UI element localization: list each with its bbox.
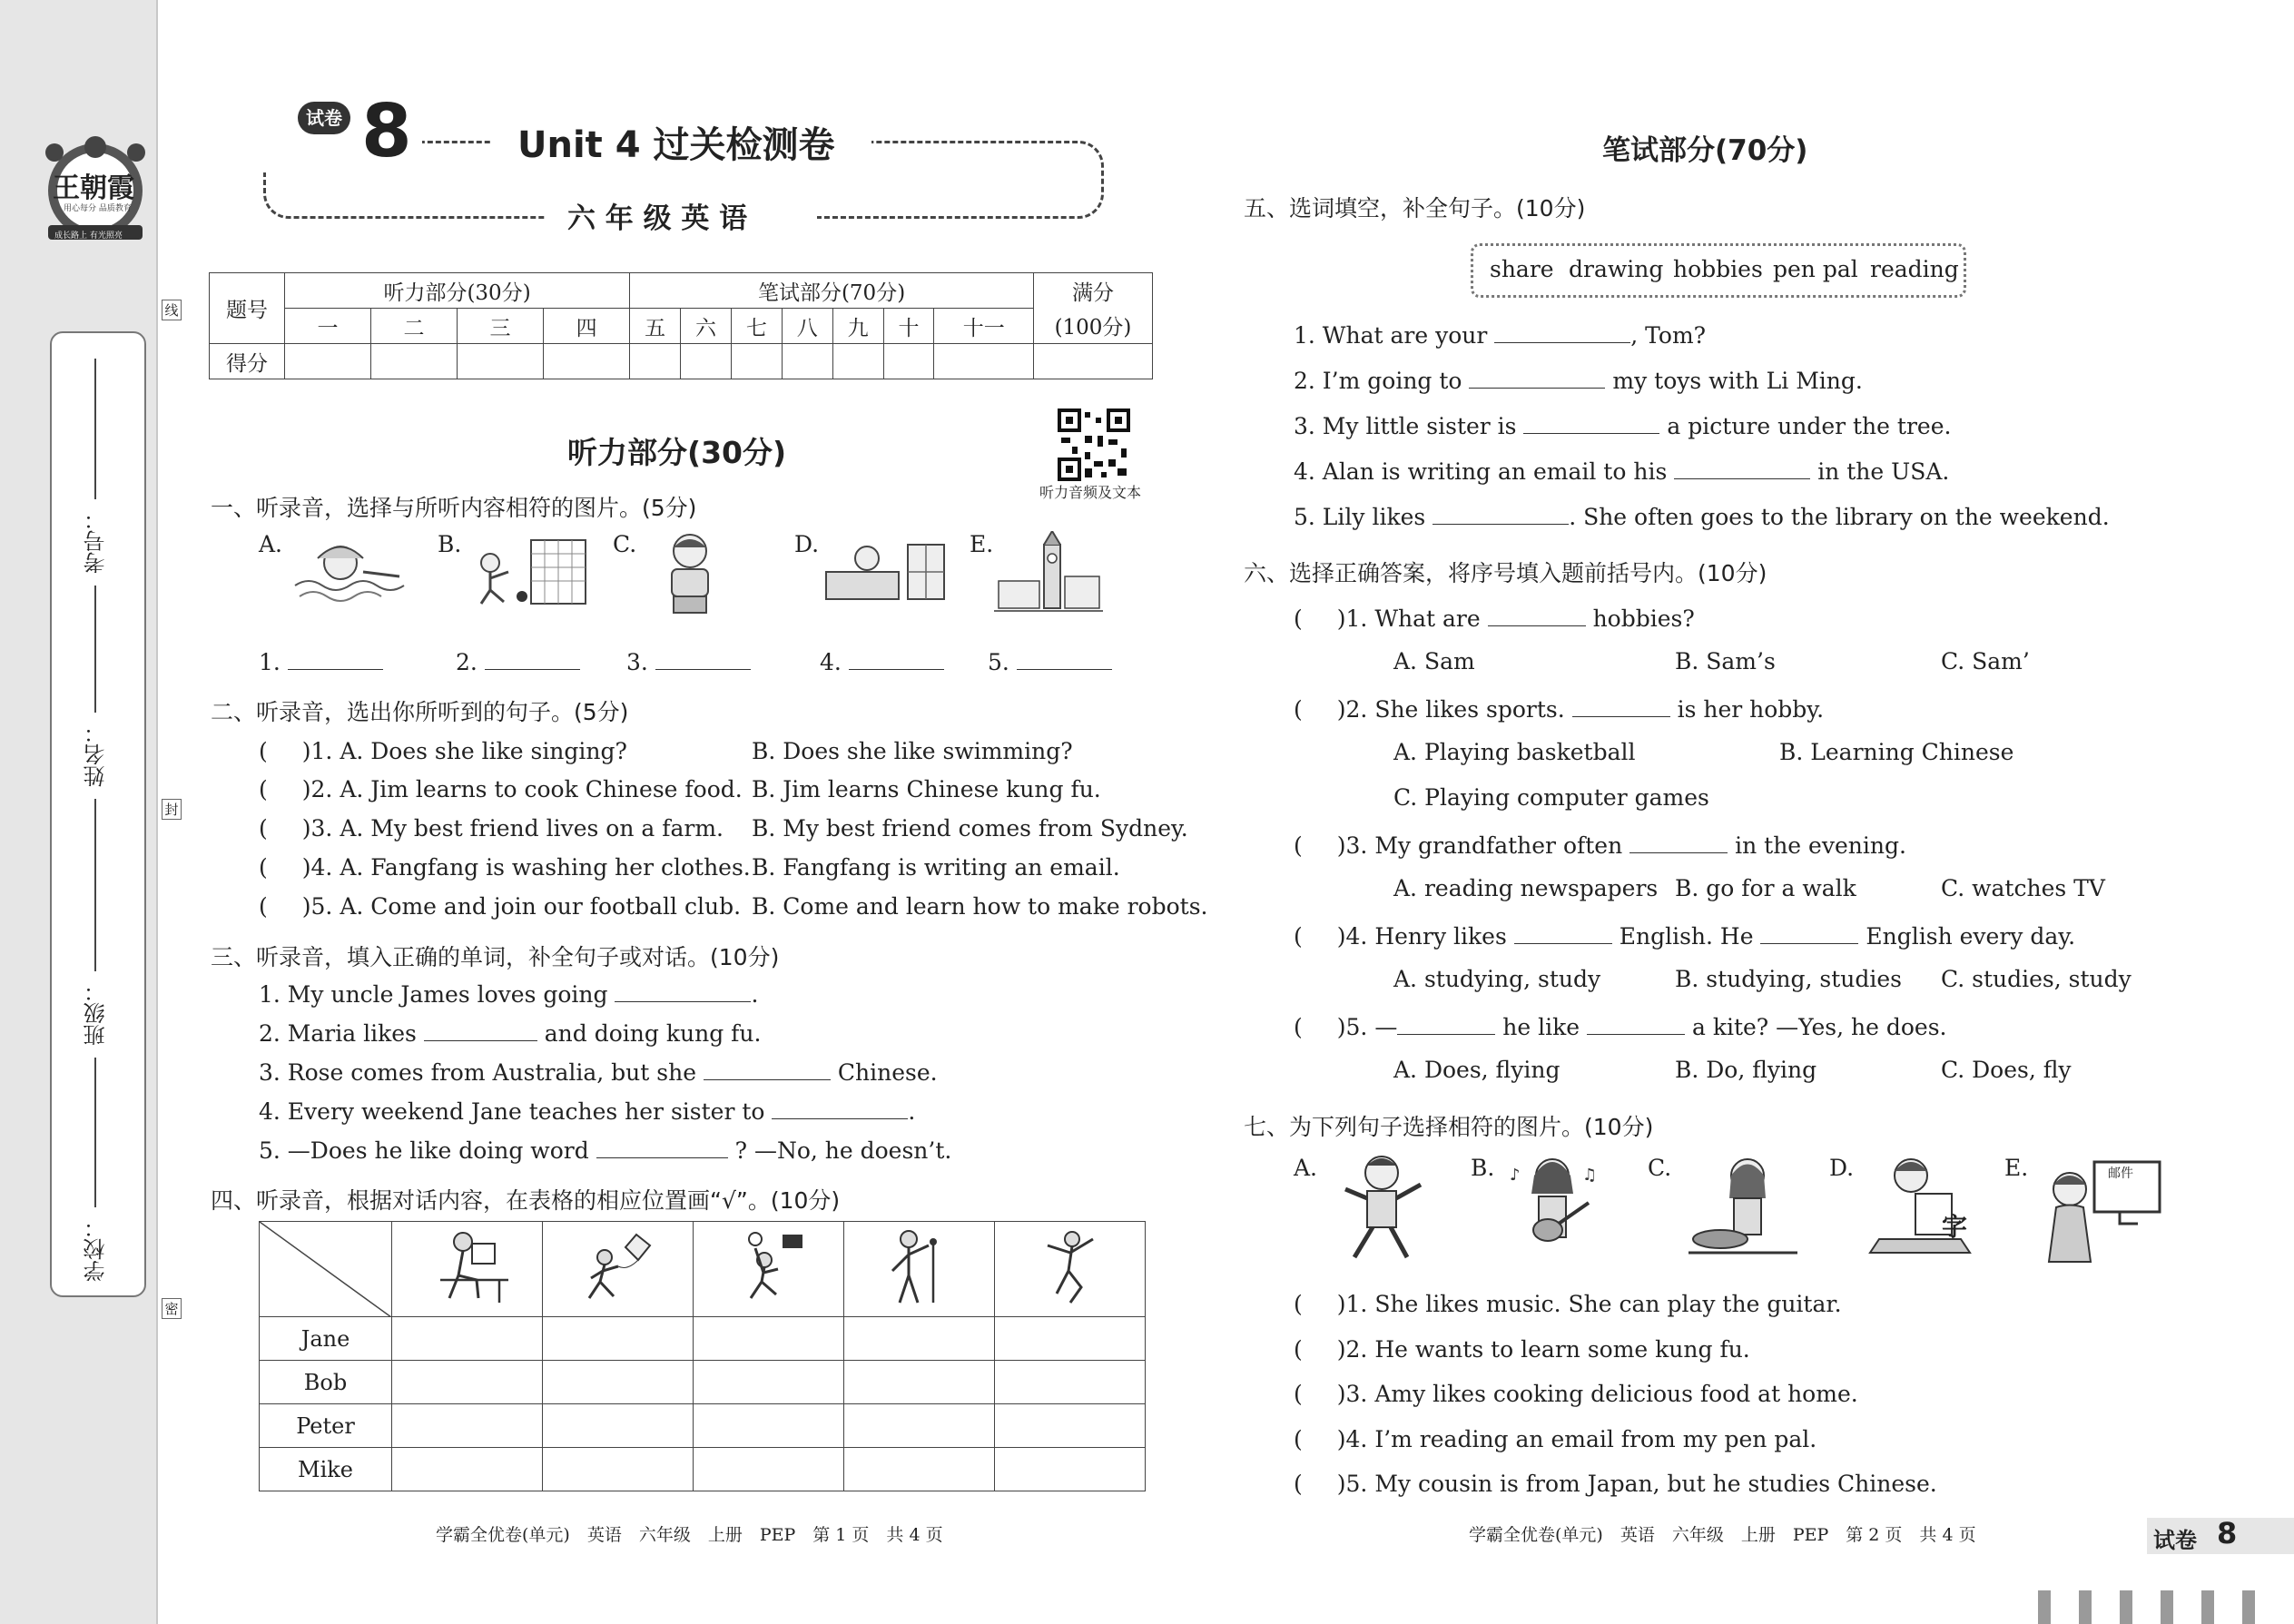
q1-option: D. [794, 531, 820, 557]
diagonal-line [260, 1222, 391, 1317]
field-school[interactable]: 学校： [84, 1216, 109, 1282]
col-label: 九 [832, 309, 883, 344]
word-bank-word: hobbies [1673, 256, 1763, 282]
listening-head: 听力部分(30分) [285, 273, 630, 309]
q5-item [1294, 501, 2110, 530]
activity-icon-cell [995, 1222, 1146, 1317]
score-cell[interactable] [285, 344, 371, 379]
page-tab-label: 试卷 [2153, 1528, 2197, 1553]
q2-item-a-text: )4. A. Fangfang is washing her clothes. [301, 854, 751, 881]
q3-item [259, 1018, 761, 1047]
score-cell[interactable] [630, 344, 681, 379]
q7-option: D. [1829, 1155, 1855, 1181]
q5-item [1294, 456, 1949, 485]
q7-item [1294, 1291, 1842, 1317]
q2-heading: 二、听录音，选出你所听到的句子。(5分) [211, 699, 629, 725]
q3-item [259, 1057, 938, 1086]
q1-answer-number: 4. [820, 649, 842, 675]
check-cell[interactable] [543, 1361, 694, 1404]
footer-left: 学霸全优卷(单元) 英语 六年级 上册 PEP 第 1 页 共 4 页 [436, 1525, 943, 1545]
q3-item-text: . [908, 1098, 916, 1125]
q3-item-text: 2. Maria likes [259, 1020, 417, 1047]
q5-blank[interactable] [1674, 456, 1810, 479]
col-label: 十一 [934, 309, 1034, 344]
page-subtitle: 六 年 级 英 语 [567, 202, 748, 235]
qr-caption: 听力音频及文本 [1039, 484, 1142, 501]
score-cell[interactable] [832, 344, 883, 379]
music-note: ♪ [1510, 1166, 1521, 1185]
q3-item [259, 1135, 951, 1164]
q3-item-text: 1. My uncle James loves going [259, 981, 608, 1008]
corner-bar [2120, 1590, 2132, 1624]
activity-icon-cell [694, 1222, 844, 1317]
q5-item-text: my toys with Li Ming. [1612, 368, 1863, 394]
check-cell[interactable] [844, 1317, 995, 1361]
q5-heading: 五、选词填空，补全句子。(10分) [1244, 195, 1586, 221]
girl-cooking-picture-icon [1684, 1153, 1802, 1266]
q6-question [1294, 920, 2075, 950]
q1-answer-blank[interactable] [849, 646, 944, 670]
q6-question [1294, 694, 1824, 723]
field-class[interactable]: 班级： [84, 980, 109, 1046]
q1-answer-blank[interactable] [1017, 646, 1112, 670]
q6-option[interactable]: C. Does, fly [1941, 1057, 2072, 1083]
check-cell[interactable] [392, 1361, 543, 1404]
page-tab-number: 8 [2217, 1516, 2238, 1550]
word-bank-word: drawing [1569, 256, 1664, 282]
q6-option[interactable]: C. Sam’ [1941, 648, 2030, 674]
score-cell[interactable] [371, 344, 458, 379]
student-name: Mike [260, 1448, 392, 1491]
col-label: 十 [883, 309, 934, 344]
q6-question-text: in the evening. [1735, 832, 1906, 859]
score-cell[interactable] [782, 344, 832, 379]
bracket[interactable]: ( [259, 738, 268, 764]
q7-option: C. [1648, 1155, 1672, 1181]
bracket[interactable]: ( [259, 815, 268, 842]
q1-answer-number: 1. [259, 649, 281, 675]
q5-item-text: 2. I’m going to [1294, 368, 1462, 394]
q6-option[interactable]: B. Sam’s [1675, 648, 1776, 674]
q6-question-text: he like [1502, 1014, 1580, 1040]
activity-icon-cell [844, 1222, 995, 1317]
badge-label: 试卷 [298, 102, 350, 134]
q1-answer [820, 646, 944, 675]
check-cell[interactable] [543, 1404, 694, 1448]
col-label: 八 [782, 309, 832, 344]
full-mark-value: (100分) [1034, 309, 1153, 344]
listening-title: 听力部分(30分) [567, 435, 787, 470]
q2-item-a-text: )2. A. Jim learns to cook Chinese food. [301, 776, 743, 802]
q6-blank[interactable] [1488, 603, 1586, 626]
student-info-box [50, 331, 146, 1297]
football-goal-picture-icon [468, 531, 595, 613]
q3-item-text: Chinese. [837, 1059, 938, 1086]
info-line [94, 359, 96, 499]
q3-item [259, 1096, 915, 1125]
q4-table [259, 1221, 1146, 1491]
q7-item [1294, 1426, 1816, 1452]
field-exam-number[interactable]: 考号： [84, 508, 109, 574]
q6-blank[interactable] [1397, 1011, 1495, 1035]
q2-item-a-text: )5. A. Come and join our football club. [301, 893, 742, 920]
q6-question-text: English. He [1619, 923, 1754, 950]
q2-item-a [259, 776, 743, 802]
q1-option: C. [613, 531, 637, 557]
q6-option[interactable]: A. Does, flying [1393, 1057, 1561, 1083]
q1-answer [259, 646, 383, 675]
check-cell[interactable] [543, 1448, 694, 1491]
q6-option[interactable]: A. Playing basketball [1393, 739, 1636, 765]
q1-answer [456, 646, 580, 675]
q3-item-text: 3. Rose comes from Australia, but she [259, 1059, 696, 1086]
q6-option[interactable]: B. studying, studies [1675, 966, 1902, 992]
word-bank [1471, 243, 1966, 298]
q6-blank[interactable] [1587, 1011, 1685, 1035]
q6-question [1294, 830, 1906, 859]
q6-blank[interactable] [1572, 694, 1670, 717]
q7-item-text: )3. Amy likes cooking delicious food at home. [1336, 1381, 1858, 1407]
check-cell[interactable] [995, 1448, 1146, 1491]
q5-item-text: 5. Lily likes [1294, 504, 1426, 530]
q6-blank[interactable] [1760, 920, 1858, 944]
email-label: 邮件 [2108, 1166, 2133, 1181]
q6-question-text: )5. — [1336, 1014, 1398, 1040]
bracket[interactable]: ( [1294, 1291, 1303, 1317]
qr-code-icon[interactable] [1058, 408, 1130, 481]
bracket[interactable]: ( [259, 854, 268, 881]
q2-item-b: B. Come and learn how to make robots. [752, 893, 1208, 920]
q5-item-text: , Tom? [1630, 322, 1707, 349]
q5-item-text: in the USA. [1817, 458, 1950, 485]
activity-icon-cell [543, 1222, 694, 1317]
q7-item-text: )2. He wants to learn some kung fu. [1336, 1336, 1750, 1363]
kite-flying-icon [573, 1225, 664, 1307]
q7-option: E. [2004, 1155, 2029, 1181]
col-label: 六 [681, 309, 732, 344]
info-line [94, 1058, 96, 1207]
q5-item-text: . She often goes to the library on the weekend. [1569, 504, 2110, 530]
q5-item [1294, 365, 1863, 394]
q6-question-text: is her hobby. [1677, 696, 1825, 723]
score-cell[interactable] [458, 344, 544, 379]
basketball-icon [724, 1225, 814, 1307]
q1-answer [626, 646, 751, 675]
singing-microphone-icon [874, 1225, 965, 1307]
binding-mark: 线 [162, 300, 182, 320]
q5-blank[interactable] [1523, 410, 1659, 434]
col-label: 二 [371, 309, 458, 344]
writing-head: 笔试部分(70分) [630, 273, 1034, 309]
score-cell[interactable] [1034, 344, 1153, 379]
q1-answer-number: 5. [988, 649, 1009, 675]
q7-item [1294, 1336, 1750, 1363]
q1-answer-blank[interactable] [485, 646, 580, 670]
bracket[interactable]: ( [1294, 832, 1303, 859]
q5-item-text: a picture under the tree. [1667, 413, 1952, 439]
q6-question-text: )2. She likes sports. [1336, 696, 1565, 723]
bracket[interactable]: ( [1294, 1426, 1303, 1452]
q1-heading: 一、听录音，选择与所听内容相符的图片。(5分) [211, 495, 697, 521]
q1-answer-number: 3. [626, 649, 648, 675]
bracket[interactable]: ( [1294, 1336, 1303, 1363]
q6-blank[interactable] [1514, 920, 1612, 944]
check-cell[interactable] [995, 1361, 1146, 1404]
q5-item-text: 4. Alan is writing an email to his [1294, 458, 1668, 485]
chinese-character: 字 [1942, 1212, 1968, 1242]
q6-option[interactable]: C. watches TV [1941, 875, 2105, 901]
q6-option[interactable]: B. Do, flying [1675, 1057, 1817, 1083]
computer-desk-icon [422, 1225, 513, 1307]
q6-question-text: )4. Henry likes [1336, 923, 1507, 950]
bracket[interactable]: ( [1294, 1471, 1303, 1497]
score-row-label: 题号 [210, 273, 285, 344]
q6-option[interactable]: A. Sam [1393, 648, 1475, 674]
q6-question-text: )3. My grandfather often [1336, 832, 1623, 859]
score-table [209, 272, 1153, 379]
q7-heading: 七、为下列句子选择相符的图片。(10分) [1244, 1114, 1654, 1140]
q6-question [1294, 603, 1695, 632]
score-cell[interactable] [731, 344, 782, 379]
logo-slogan: 用心每分 品质教育 [64, 204, 132, 213]
q2-item-a [259, 854, 751, 881]
student-name: Peter [260, 1404, 392, 1448]
girl-guitar-picture-icon [1502, 1153, 1602, 1266]
check-cell[interactable] [392, 1404, 543, 1448]
q3-item-text: and doing kung fu. [544, 1020, 762, 1047]
q6-heading: 六、选择正确答案，将序号填入题前括号内。(10分) [1244, 560, 1767, 586]
q7-item-text: )5. My cousin is from Japan, but he studies Chinese. [1336, 1471, 1937, 1497]
q1-option: E. [970, 531, 994, 557]
check-cell[interactable] [844, 1361, 995, 1404]
check-cell[interactable] [694, 1361, 844, 1404]
bracket[interactable]: ( [1294, 1381, 1303, 1407]
logo-slogan: 成长路上 有光照亮 [54, 231, 123, 241]
footer-right: 学霸全优卷(单元) 英语 六年级 上册 PEP 第 2 页 共 4 页 [1469, 1525, 1976, 1545]
check-cell[interactable] [844, 1448, 995, 1491]
q6-option[interactable]: B. go for a walk [1675, 875, 1856, 901]
q3-blank[interactable] [772, 1096, 908, 1119]
q2-item-a [259, 815, 724, 842]
q2-item-a-text: )1. A. Does she like singing? [301, 738, 627, 764]
q5-blank[interactable] [1494, 320, 1630, 343]
music-note: ♫ [1582, 1166, 1598, 1185]
q6-question [1294, 1011, 1946, 1040]
check-cell[interactable] [694, 1404, 844, 1448]
q7-item [1294, 1471, 1937, 1497]
q6-blank[interactable] [1629, 830, 1728, 853]
col-label: 五 [630, 309, 681, 344]
q2-item-b: B. Jim learns Chinese kung fu. [752, 776, 1101, 802]
writing-title: 笔试部分(70分) [1602, 134, 1808, 167]
q3-item-text: . [751, 981, 759, 1008]
check-cell[interactable] [392, 1317, 543, 1361]
bracket[interactable]: ( [1294, 1014, 1303, 1040]
check-cell[interactable] [844, 1404, 995, 1448]
q5-blank[interactable] [1433, 501, 1569, 525]
q6-option[interactable]: A. studying, study [1393, 966, 1601, 992]
page-title: Unit 4 过关检测卷 [517, 124, 835, 166]
q5-item-text: 3. My little sister is [1294, 413, 1517, 439]
dancing-icon [1025, 1225, 1116, 1307]
q1-answer [988, 646, 1112, 675]
full-mark: 满分 [1034, 273, 1153, 309]
q3-blank[interactable] [424, 1018, 537, 1041]
q6-question-text: a kite? —Yes, he does. [1691, 1014, 1947, 1040]
q6-question-text: hobbies? [1592, 605, 1695, 632]
boy-email-picture-icon [2038, 1153, 2165, 1266]
q1-answer-number: 2. [456, 649, 478, 675]
score-row-label: 得分 [210, 344, 285, 379]
col-label: 一 [285, 309, 371, 344]
check-cell[interactable] [694, 1448, 844, 1491]
score-cell[interactable] [883, 344, 934, 379]
q7-item-text: )1. She likes music. She can play the guitar. [1336, 1291, 1842, 1317]
diagonal-header-cell [260, 1222, 392, 1317]
bracket[interactable]: ( [1294, 605, 1303, 632]
q2-item-b: B. Does she like swimming? [752, 738, 1073, 764]
logo-text: 王朝霞 [53, 172, 134, 204]
word-bank-word: pen pal [1773, 256, 1858, 282]
score-cell[interactable] [934, 344, 1034, 379]
bracket[interactable]: ( [259, 893, 268, 920]
swimming-picture-icon [290, 531, 418, 608]
q2-item-b: B. Fangfang is writing an email. [752, 854, 1120, 881]
q2-item-a [259, 738, 627, 764]
q2-item-a-text: )3. A. My best friend lives on a farm. [301, 815, 724, 842]
q3-item-text: ? —No, he doesn’t. [734, 1137, 952, 1164]
activity-icon-cell [392, 1222, 543, 1317]
q4-heading: 四、听录音，根据对话内容，在表格的相应位置画“√”。(10分) [211, 1187, 841, 1214]
q6-option[interactable]: A. reading newspapers [1393, 875, 1659, 901]
q1-answer-blank[interactable] [655, 646, 751, 670]
q7-option: B. [1471, 1155, 1495, 1181]
q3-item-text: 4. Every weekend Jane teaches her sister to [259, 1098, 765, 1125]
london-tower-picture-icon [994, 531, 1103, 617]
check-cell[interactable] [392, 1448, 543, 1491]
word-bank-word: reading [1870, 256, 1959, 282]
check-cell[interactable] [543, 1317, 694, 1361]
q7-option: A. [1294, 1155, 1318, 1181]
corner-bar [2079, 1590, 2092, 1624]
check-cell[interactable] [995, 1317, 1146, 1361]
q3-blank[interactable] [615, 979, 751, 1002]
q5-item [1294, 320, 1706, 349]
info-line [94, 586, 96, 713]
q6-option[interactable]: C. Playing computer games [1393, 784, 1709, 811]
score-cell[interactable] [544, 344, 630, 379]
corner-bar [2242, 1590, 2255, 1624]
q3-blank[interactable] [596, 1135, 728, 1158]
q3-item [259, 979, 758, 1008]
q5-item [1294, 410, 1951, 439]
q2-item-a [259, 893, 741, 920]
field-name[interactable]: 姓名： [84, 722, 109, 787]
score-cell[interactable] [681, 344, 732, 379]
q3-heading: 三、听录音，填入正确的单词，补全句子或对话。(10分) [211, 944, 780, 970]
check-cell[interactable] [694, 1317, 844, 1361]
student-name: Jane [260, 1317, 392, 1361]
bracket[interactable]: ( [1294, 923, 1303, 950]
corner-bar [2201, 1590, 2214, 1624]
q3-blank[interactable] [704, 1057, 831, 1080]
word-bank-word: share [1490, 256, 1554, 282]
check-cell[interactable] [995, 1404, 1146, 1448]
q5-blank[interactable] [1469, 365, 1605, 389]
q7-item [1294, 1381, 1858, 1407]
corner-bar [2038, 1590, 2051, 1624]
q1-option: A. [259, 531, 283, 557]
badge-number: 8 [361, 89, 412, 173]
col-label: 七 [731, 309, 782, 344]
bedroom-picture-icon [822, 536, 949, 613]
q3-item-text: 5. —Does he like doing word [259, 1137, 589, 1164]
student-name: Bob [260, 1361, 392, 1404]
binding-line [156, 0, 158, 1624]
binding-mark: 密 [162, 1298, 182, 1319]
boy-reading-picture-icon [654, 531, 726, 617]
q1-answer-blank[interactable] [288, 646, 383, 670]
q6-question-text: English every day. [1866, 923, 2076, 950]
bracket[interactable]: ( [1294, 696, 1303, 723]
info-line [94, 799, 96, 971]
q6-question-text: )1. What are [1336, 605, 1481, 632]
corner-bar [2161, 1590, 2173, 1624]
q7-item-text: )4. I’m reading an email from my pen pal. [1336, 1426, 1817, 1452]
kung-fu-boy-picture-icon [1334, 1153, 1434, 1266]
q5-item-text: 1. What are your [1294, 322, 1488, 349]
binding-mark: 封 [162, 799, 182, 820]
bracket[interactable]: ( [259, 776, 268, 802]
q1-option: B. [438, 531, 462, 557]
q6-option[interactable]: C. studies, study [1941, 966, 2132, 992]
col-label: 三 [458, 309, 544, 344]
q6-option[interactable]: B. Learning Chinese [1779, 739, 2014, 765]
col-label: 四 [544, 309, 630, 344]
q2-item-b: B. My best friend comes from Sydney. [752, 815, 1188, 842]
